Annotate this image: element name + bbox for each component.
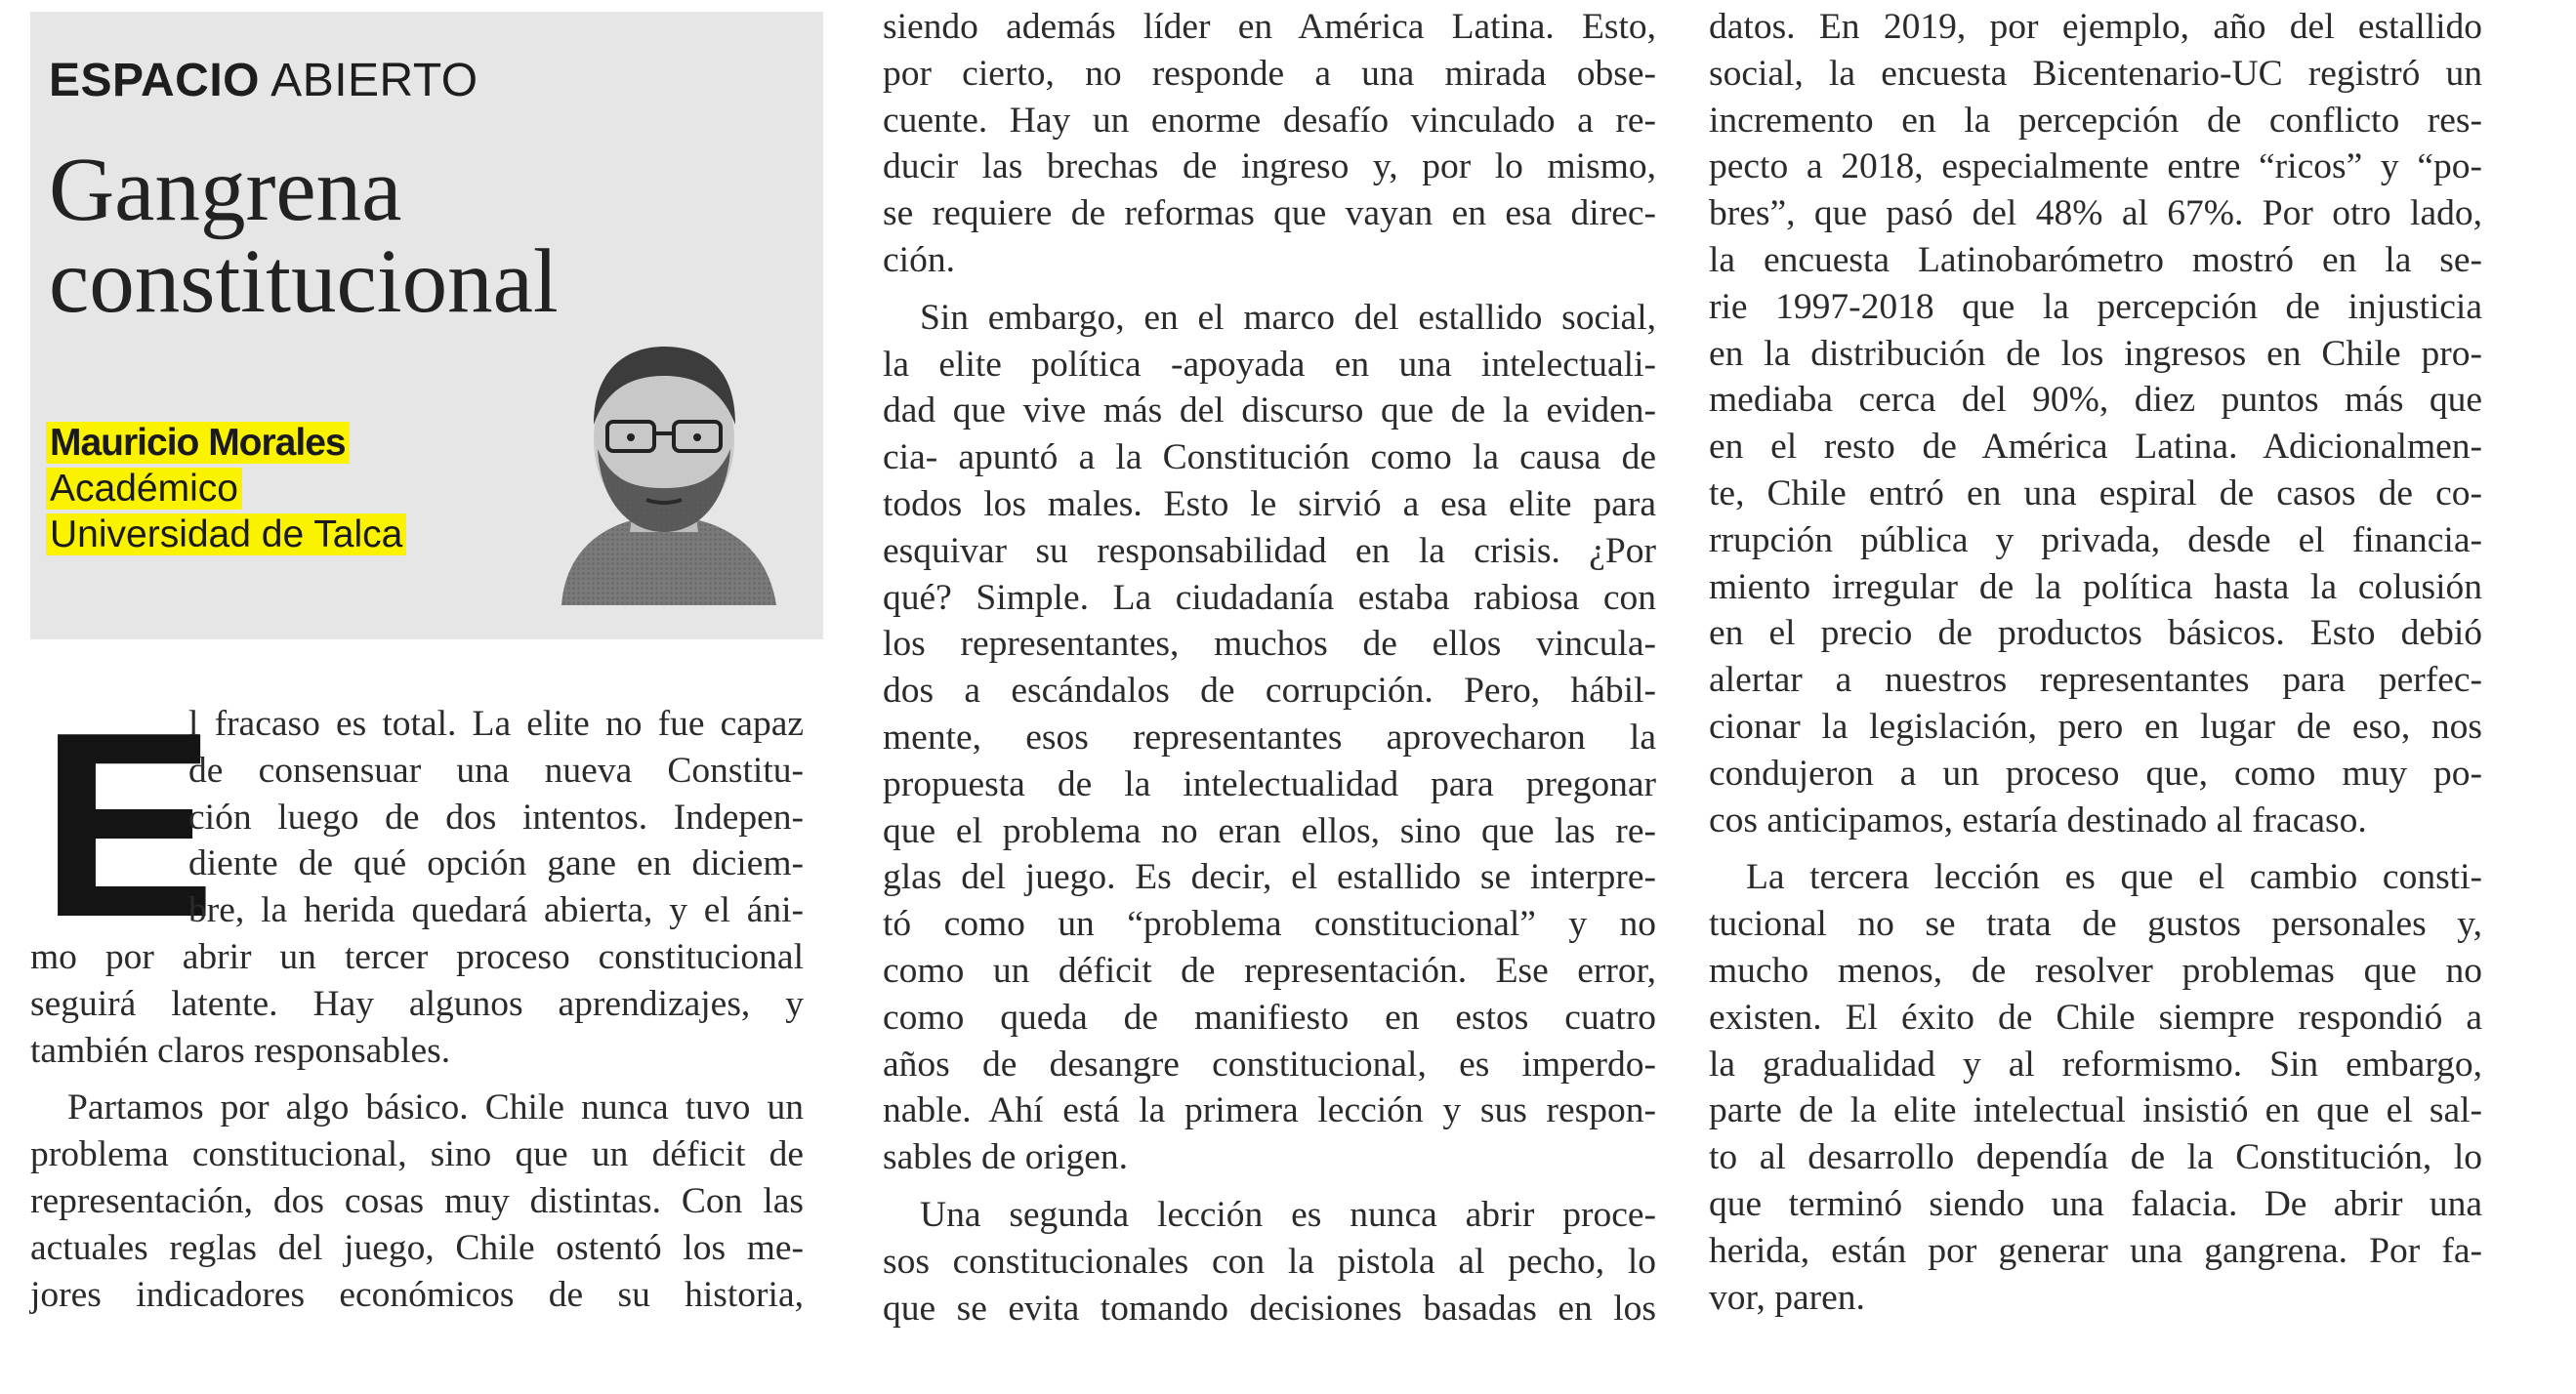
text-line: la elite política -apoyada en una intelectuali- <box>883 344 1656 385</box>
text-line: qué? Simple. La ciudadanía estaba rabiosa con <box>883 577 1656 618</box>
author-affiliation: Universidad de Talca <box>46 513 406 555</box>
text-line: en el precio de productos básicos. Esto debió <box>1709 613 2482 654</box>
text-line: glas del juego. Es decir, el estallido se interpre- <box>883 857 1656 898</box>
text-line: bres”, que pasó del 48% al 67%. Por otro lado, <box>1709 193 2482 234</box>
text-line: cuente. Hay un enorme desafío vinculado a re- <box>883 100 1656 141</box>
paragraph-gap <box>1709 843 2482 854</box>
text-line: mediaba cerca del 90%, diez puntos más que <box>1709 380 2482 421</box>
text-line: incremento en la percepción de conflicto res- <box>1709 100 2482 141</box>
text-line: que terminó siendo una falacia. De abrir una <box>1709 1183 2482 1224</box>
text-line: en la distribución de los ingresos en Chile pro- <box>1709 333 2482 374</box>
text-line: dos a escándalos de corrupción. Pero, hábil- <box>883 671 1656 712</box>
text-line: vor, paren. <box>1709 1277 1865 1318</box>
text-line: se requiere de reformas que vayan en esa direc- <box>883 193 1656 234</box>
section-label <box>49 54 478 107</box>
headline-line-2: constitucional <box>49 231 559 332</box>
text-line: cionar la legislación, pero en lugar de eso, nos <box>1709 706 2482 747</box>
text-line: sables de origen. <box>883 1137 1128 1178</box>
text-line: cos anticipamos, estaría destinado al fracaso. <box>1709 800 2367 840</box>
article-column-2 <box>883 4 1656 1332</box>
text-line: como un déficit de representación. Ese error, <box>883 950 1656 991</box>
text-line: diente de qué opción gane en diciem- <box>188 843 804 884</box>
text-line: Sin embargo, en el marco del estallido social, <box>920 297 1656 338</box>
text-line: ción. <box>883 239 955 280</box>
text-line: siendo además líder en América Latina. Esto, <box>883 7 1656 47</box>
text-line: jores indicadores económicos de su historia, <box>30 1274 804 1315</box>
text-line: ducir las brechas de ingreso y, por lo mismo, <box>883 146 1656 187</box>
text-line: actuales reglas del juego, Chile ostentó los me- <box>30 1227 804 1268</box>
text-line: herida, están por generar una gangrena. Por fa- <box>1709 1230 2482 1271</box>
text-line: nable. Ahí está la primera lección y sus respon- <box>883 1090 1656 1131</box>
text-line: parte de la elite intelectual insistió en que el sal- <box>1709 1090 2482 1131</box>
author-portrait <box>537 332 791 605</box>
text-line: Partamos por algo básico. Chile nunca tuvo un <box>67 1087 804 1128</box>
text-line: representación, dos cosas muy distintas. Con las <box>30 1180 804 1221</box>
text-line: ción luego de dos intentos. Indepen- <box>188 797 804 838</box>
text-line: tó como un “problema constitucional” y no <box>883 904 1656 945</box>
text-line: los representantes, muchos de ellos vincula- <box>883 624 1656 665</box>
text-line: mo por abrir un tercer proceso constitucional <box>30 936 804 977</box>
text-line: pecto a 2018, especialmente entre “ricos” y “po- <box>1709 146 2482 187</box>
text-line: tucional no se trata de gustos personales y, <box>1709 904 2482 945</box>
text-line: problema constitucional, sino que un déficit de <box>30 1134 804 1175</box>
text-line: rie 1997-2018 que la percepción de injusticia <box>1709 286 2482 327</box>
section-label-rest: ABIERTO <box>270 55 478 106</box>
article-headline <box>49 140 654 332</box>
section-label-bold: ESPACIO <box>49 55 260 106</box>
text-line: por cierto, no responde a una mirada obse- <box>883 53 1656 94</box>
text-line: rrupción pública y privada, desde el financia- <box>1709 519 2482 560</box>
text-line: cia- apuntó a la Constitución como la causa de <box>883 437 1656 478</box>
text-line: que el problema no eran ellos, sino que las re- <box>883 810 1656 851</box>
text-line: de consensuar una nueva Constitu- <box>188 750 804 791</box>
text-line: te, Chile entró en una espiral de casos de co- <box>1709 472 2482 513</box>
text-line: Una segunda lección es nunca abrir proce- <box>920 1194 1656 1235</box>
paragraph-gap <box>30 1074 804 1085</box>
text-line: l fracaso es total. La elite no fue capaz <box>188 704 804 744</box>
text-line: miento irregular de la política hasta la colusión <box>1709 566 2482 607</box>
text-line: en el resto de América Latina. Adicionalmen- <box>1709 427 2482 468</box>
article-column-3 <box>1709 4 2482 1321</box>
text-line: todos los males. Esto le sirvió a esa elite para <box>883 483 1656 524</box>
text-line: años de desangre constitucional, es imperdo- <box>883 1044 1656 1085</box>
text-line: datos. En 2019, por ejemplo, año del estallido <box>1709 7 2482 47</box>
article-column-1 <box>30 678 804 1318</box>
text-line: mucho menos, de resolver problemas que no <box>1709 950 2482 991</box>
text-line: alertar a nuestros representantes para perfec- <box>1709 660 2482 701</box>
text-line: como queda de manifiesto en estos cuatro <box>883 997 1656 1038</box>
text-line: la gradualidad y al reformismo. Sin embargo, <box>1709 1044 2482 1085</box>
text-line: La tercera lección es que el cambio consti- <box>1746 857 2482 898</box>
drop-cap: E <box>40 678 217 972</box>
text-line: social, la encuesta Bicentenario-UC registró un <box>1709 53 2482 94</box>
text-line: mente, esos representantes aprovecharon la <box>883 717 1656 758</box>
paragraph-gap <box>883 284 1656 295</box>
text-line: también claros responsables. <box>30 1030 451 1071</box>
text-line: que se evita tomando decisiones basadas en los <box>883 1288 1656 1329</box>
text-line: la encuesta Latinobarómetro mostró en la se- <box>1709 239 2482 280</box>
paragraph-gap <box>883 1181 1656 1192</box>
author-role: Académico <box>46 468 242 510</box>
text-line: esquivar su responsabilidad en la crisis. ¿Por <box>883 530 1656 571</box>
text-line: existen. El éxito de Chile siempre respondió a <box>1709 997 2482 1038</box>
text-line: to al desarrollo dependía de la Constitución, lo <box>1709 1137 2482 1178</box>
text-line: propuesta de la intelectualidad para pregonar <box>883 763 1656 804</box>
author-block <box>46 420 406 557</box>
text-line: condujeron a un proceso que, como muy po- <box>1709 753 2482 794</box>
text-line: bre, la herida quedará abierta, y el áni- <box>188 890 804 931</box>
text-line: dad que vive más del discurso que de la eviden- <box>883 390 1656 431</box>
headline-line-1: Gangrena <box>49 140 402 240</box>
text-line: seguirá latente. Hay algunos aprendizajes, y <box>30 983 804 1024</box>
text-line: sos constitucionales con la pistola al pecho, lo <box>883 1241 1656 1282</box>
author-name: Mauricio Morales <box>46 422 350 464</box>
